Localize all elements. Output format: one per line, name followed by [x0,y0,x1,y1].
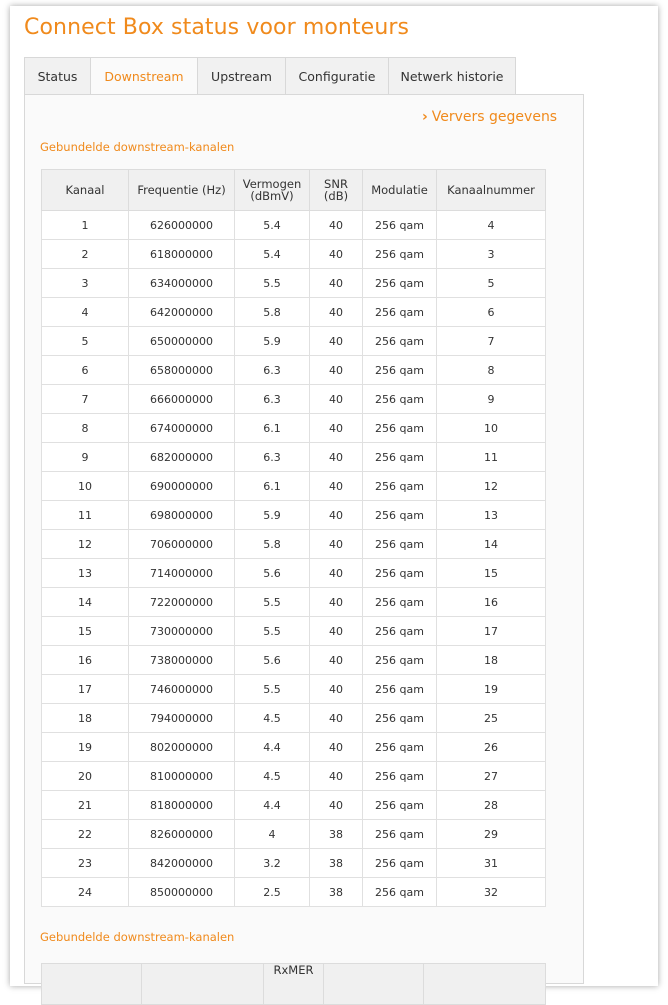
table-row [42,298,546,327]
table-row [42,472,546,501]
table-cell: 40 [310,704,363,733]
table-cell: 40 [310,646,363,675]
table-cell: 256 qam [363,878,437,907]
table-cell: 8 [437,356,546,385]
table-cell: 5.5 [235,269,310,298]
table-row [42,559,546,588]
table-cell: 21 [42,791,129,820]
table-cell: 12 [437,472,546,501]
table-cell: 5.5 [235,617,310,646]
table-cell: 38 [310,820,363,849]
table-cell: 16 [42,646,129,675]
table-cell: 738000000 [129,646,235,675]
section-title-bonded-downstream-2: Gebundelde downstream-kanalen [40,930,235,944]
table-cell: 256 qam [363,617,437,646]
table-cell: 4.5 [235,704,310,733]
table-cell: 38 [310,849,363,878]
table-cell: 3 [42,269,129,298]
table-cell: 4.4 [235,733,310,762]
table-cell: 4.5 [235,762,310,791]
tab-configuratie[interactable]: Configuratie [285,57,389,94]
table-cell: 256 qam [363,385,437,414]
table-cell: 9 [42,443,129,472]
table-cell: 730000000 [129,617,235,646]
tab-upstream[interactable]: Upstream [197,57,286,94]
table-cell: 666000000 [129,385,235,414]
table-cell: 256 qam [363,356,437,385]
table-cell: 17 [42,675,129,704]
table-cell: 19 [42,733,129,762]
table-cell: 256 qam [363,211,437,240]
table-row [42,530,546,559]
table-cell: 3.2 [235,849,310,878]
table-cell: 658000000 [129,356,235,385]
table-cell: 40 [310,617,363,646]
table-cell: 818000000 [129,791,235,820]
table-cell: 794000000 [129,704,235,733]
table-cell: 3 [437,240,546,269]
table-cell: 256 qam [363,443,437,472]
downstream-channels-table [41,169,546,907]
table-cell: 11 [437,443,546,472]
table-cell: 2 [42,240,129,269]
table-cell: 722000000 [129,588,235,617]
table-cell: 17 [437,617,546,646]
table-cell: 6.3 [235,443,310,472]
table-cell: 22 [42,820,129,849]
table-cell: 6 [42,356,129,385]
tab-netwerk-historie[interactable]: Netwerk historie [388,57,516,94]
col-kanaal: Kanaal [42,170,129,211]
table-body [42,211,546,907]
table-cell: 40 [310,675,363,704]
table-cell: 20 [42,762,129,791]
table-cell: 256 qam [363,588,437,617]
table-cell: 15 [437,559,546,588]
table-cell: 642000000 [129,298,235,327]
table-cell: 6.1 [235,414,310,443]
table-cell: 6.1 [235,472,310,501]
table-cell: 634000000 [129,269,235,298]
col-frequentie: Frequentie (Hz) [129,170,235,211]
table-row [42,588,546,617]
table-cell: 5.6 [235,646,310,675]
col-header [42,964,142,1005]
table-cell: 40 [310,443,363,472]
table-cell: 40 [310,559,363,588]
table-cell: 29 [437,820,546,849]
table-cell: 38 [310,878,363,907]
table-cell: 5.5 [235,675,310,704]
table-cell: 4 [437,211,546,240]
table-cell: 714000000 [129,559,235,588]
table-cell: 40 [310,240,363,269]
table-cell: 256 qam [363,820,437,849]
refresh-label: Ververs gegevens [431,109,558,125]
table-cell: 5.5 [235,588,310,617]
table-row [42,849,546,878]
table-cell: 7 [42,385,129,414]
page-title: Connect Box status voor monteurs [24,15,410,40]
table-cell: 5.9 [235,501,310,530]
table-cell: 18 [437,646,546,675]
col-snr: SNR (dB) [310,170,363,211]
table-cell: 11 [42,501,129,530]
table-cell: 13 [437,501,546,530]
table-cell: 24 [42,878,129,907]
table-cell: 14 [437,530,546,559]
table-cell: 256 qam [363,646,437,675]
table-cell: 40 [310,385,363,414]
table-cell: 5.4 [235,211,310,240]
table-cell: 256 qam [363,327,437,356]
table-cell: 5.8 [235,530,310,559]
table-cell: 674000000 [129,414,235,443]
table-row [42,269,546,298]
table-cell: 256 qam [363,414,437,443]
table-row [42,211,546,240]
table-header-row [42,170,546,211]
table-row [42,617,546,646]
table-row [42,327,546,356]
table-cell: 16 [437,588,546,617]
tab-downstream[interactable]: Downstream [90,57,198,96]
table-cell: 256 qam [363,791,437,820]
table-cell: 7 [437,327,546,356]
table-row [42,762,546,791]
table-cell: 40 [310,327,363,356]
table-cell: 802000000 [129,733,235,762]
table-cell: 40 [310,791,363,820]
table-row [42,443,546,472]
table-cell: 4.4 [235,791,310,820]
table-cell: 5.4 [235,240,310,269]
table-cell: 32 [437,878,546,907]
table-cell: 850000000 [129,878,235,907]
table-cell: 650000000 [129,327,235,356]
table-cell: 682000000 [129,443,235,472]
table-cell: 690000000 [129,472,235,501]
table-cell: 40 [310,588,363,617]
table-cell: 40 [310,501,363,530]
table-cell: 9 [437,385,546,414]
table-cell: 40 [310,414,363,443]
table-cell: 626000000 [129,211,235,240]
table-row [42,356,546,385]
table-cell: 256 qam [363,501,437,530]
table-cell: 1 [42,211,129,240]
table-cell: 256 qam [363,530,437,559]
table-cell: 5 [42,327,129,356]
table-row [42,414,546,443]
table-cell: 256 qam [363,269,437,298]
table-cell: 27 [437,762,546,791]
table-cell: 706000000 [129,530,235,559]
table-cell: 10 [437,414,546,443]
table-cell: 40 [310,530,363,559]
table-cell: 256 qam [363,472,437,501]
col-kanaalnummer: Kanaalnummer [437,170,546,211]
table-cell: 40 [310,298,363,327]
table-cell: 5.9 [235,327,310,356]
table-cell: 40 [310,211,363,240]
table-cell: 8 [42,414,129,443]
table-cell: 826000000 [129,820,235,849]
table-row [42,646,546,675]
table-cell: 26 [437,733,546,762]
table-cell: 5.8 [235,298,310,327]
col-vermogen: Vermogen (dBmV) [235,170,310,211]
table-row [42,820,546,849]
table-cell: 256 qam [363,298,437,327]
table-row [42,733,546,762]
table-cell: 256 qam [363,704,437,733]
table-cell: 698000000 [129,501,235,530]
table-row [42,791,546,820]
table-cell: 28 [437,791,546,820]
table-cell: 810000000 [129,762,235,791]
table-row [42,675,546,704]
refresh-link[interactable] [422,109,557,125]
table-cell: 19 [437,675,546,704]
table-cell: 6.3 [235,385,310,414]
table-row [42,704,546,733]
table-header-row [42,964,546,1005]
table-cell: 40 [310,472,363,501]
table-cell: 2.5 [235,878,310,907]
table-cell: 618000000 [129,240,235,269]
table-cell: 40 [310,762,363,791]
table-row [42,501,546,530]
downstream-rxmer-table [41,963,546,1005]
col-modulatie: Modulatie [363,170,437,211]
table-cell: 40 [310,269,363,298]
table-cell: 6 [437,298,546,327]
table-cell: 14 [42,588,129,617]
table-cell: 842000000 [129,849,235,878]
table-cell: 4 [235,820,310,849]
table-cell: 256 qam [363,762,437,791]
table-cell: 13 [42,559,129,588]
table-cell: 6.3 [235,356,310,385]
col-header [424,964,546,1005]
section-title-bonded-downstream: Gebundelde downstream-kanalen [40,140,235,154]
table-cell: 10 [42,472,129,501]
table-row [42,385,546,414]
table-row [42,240,546,269]
table-row [42,878,546,907]
table-cell: 5 [437,269,546,298]
table-cell: 256 qam [363,559,437,588]
table-cell: 18 [42,704,129,733]
table-cell: 23 [42,849,129,878]
table-cell: 5.6 [235,559,310,588]
table-cell: 40 [310,356,363,385]
tab-status[interactable]: Status [24,57,91,94]
col-rxmer: RxMER [264,964,324,1005]
table-cell: 40 [310,733,363,762]
chevron-right-icon: › [422,109,428,125]
table-cell: 256 qam [363,733,437,762]
table-cell: 256 qam [363,849,437,878]
table-cell: 746000000 [129,675,235,704]
table-cell: 4 [42,298,129,327]
col-header [324,964,424,1005]
table-cell: 12 [42,530,129,559]
table-cell: 31 [437,849,546,878]
table-cell: 256 qam [363,240,437,269]
col-header [142,964,264,1005]
table-cell: 256 qam [363,675,437,704]
table-cell: 25 [437,704,546,733]
table-cell: 15 [42,617,129,646]
